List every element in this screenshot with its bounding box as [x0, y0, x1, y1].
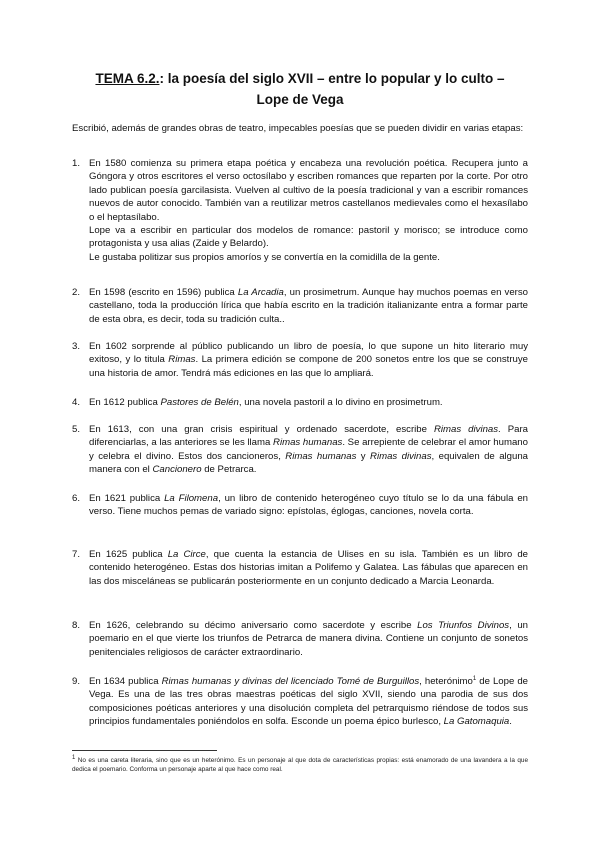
footnote-reference[interactable]: 1 — [472, 675, 477, 682]
item-text — [89, 675, 528, 729]
item-text — [89, 286, 528, 326]
work-title: Rimas — [168, 354, 196, 366]
text-run: , una novela pastoril a lo divino en prosimetrum. — [238, 397, 443, 408]
text-run: de Petrarca. — [201, 464, 257, 476]
intro-paragraph: Escribió, además de grandes obras de teatro, impecables poesías que se pueden dividir en varias etapas: — [72, 123, 524, 134]
text-run: En 1598 (escrito en 1596) publica — [89, 287, 238, 298]
title-label: TEMA 6.2. — [95, 71, 160, 86]
text-run: . Para diferenciarlas, a las anteriores se les llama — [89, 424, 528, 449]
list-item — [72, 340, 528, 380]
item-text — [89, 423, 528, 477]
work-title: La Circe — [167, 549, 206, 560]
item-number: 4. — [72, 397, 81, 408]
list-item — [72, 619, 528, 659]
item-text: Le gustaba politizar sus propios amoríos y se convertía en la comidilla de la gente. — [89, 251, 440, 263]
text-run: , un libro de contenido heterogéneo cuyo título se lo da una fábula en verso. Tiene muchos pemas de variado signo: epístolas, églogas, canciones, novela corta. — [89, 493, 528, 518]
text-run: En 1626, celebrando su décimo aniversario como sacerdote y escribe — [89, 620, 418, 631]
work-title: Rimas divinas — [370, 450, 432, 462]
text-run: , heterónimo — [419, 676, 473, 687]
work-title: La Gatomaquia — [443, 716, 510, 728]
work-title: Rimas divinas — [433, 424, 499, 435]
work-title: La Arcadia — [237, 287, 284, 298]
text-run: de Lope de Vega. Es una de las tres obras maestras poéticas del siglo XVII, siendo una parodia de sus dos composiciones poéticas anteriores y una disolución completa del petrarquismo riéndose de todos sus principios fundamentales poniéndolos en solfa. Esconde un poema épico burlesco, — [89, 676, 529, 728]
item-text: En 1580 comienza su primera etapa poética y encabeza una revolución poética. Recupera junto a Góngora y otros escritores el verso octosílabo y escriben romances que reparten por la corte. Por otro lado publican poesía garcilasista. Vuelven al cultivo de la poesía tradicional y van a escribir romances nuevos de autor conocido. También van a reutilizar metros castellanos medievales como el hexasílabo o el heptasílabo. — [89, 158, 528, 223]
text-run: . Se arrepiente de celebrar el amor humano y celebra el divino. Estos dos cancioneros, — [89, 437, 528, 462]
footnote — [72, 756, 528, 774]
work-title: Rimas humanas — [285, 450, 357, 462]
list-item — [72, 286, 528, 326]
item-text — [89, 548, 528, 588]
item-number: 9. — [72, 676, 81, 687]
title-subtitle: Lope de Vega — [256, 92, 344, 107]
page-title — [70, 68, 530, 110]
item-number: 5. — [72, 424, 81, 435]
text-run: . — [509, 716, 512, 728]
item-text — [89, 619, 528, 659]
work-title: Rimas humanas y divinas del licenciado Tomé de Burguillos — [161, 676, 420, 687]
text-run: , que cuenta la estancia de Ulises en su isla. También es un libro de contenido heterogéneo. Estas dos historias imitan a Polifemo y Galatea. Las fábulas que aparecen en las dos misceláneas se publicarán posteriormente en un conjunto dedicado a Marcia Leonarda. — [89, 549, 528, 587]
footnote-text: No es una careta literaria, sino que es un heterónimo. Es un personaje al que dota de características propias: está enamorado de una lavandera a la que dedica el poemario. Conforma un personaje aparte al que hace como real. — [72, 757, 529, 773]
list-item — [72, 548, 528, 588]
item-number: 2. — [72, 287, 81, 298]
list-item — [72, 675, 528, 729]
item-number: 6. — [72, 493, 81, 504]
item-text — [89, 340, 528, 380]
text-run: En 1625 publica — [89, 549, 168, 560]
work-title: Cancionero — [152, 464, 202, 476]
footnote-divider — [72, 750, 217, 751]
title-text: : la poesía del siglo XVII – entre lo popular y lo culto – — [159, 71, 505, 86]
item-text — [89, 492, 528, 519]
item-text — [89, 396, 528, 409]
item-number: 8. — [72, 620, 81, 631]
item-number: 3. — [72, 341, 81, 352]
item-text: Lope va a escribir en particular dos modelos de romance: pastoril y morisco; se introduce como protagonista y usa alias (Zaide y Belardo). — [89, 225, 528, 250]
list-item — [72, 492, 528, 519]
work-title: Pastores de Belén — [160, 397, 239, 408]
work-title: Los Triunfos Divinos — [417, 620, 510, 631]
list-item — [72, 396, 528, 409]
list-item — [72, 423, 528, 477]
work-title: La Filomena — [164, 493, 219, 504]
text-run: En 1621 publica — [89, 493, 165, 504]
text-run: En 1602 sorprende al público publicando un libro de poesía, lo que supone un hito literario muy exitoso, y lo titula — [89, 341, 528, 366]
list-item — [72, 157, 528, 264]
footnote-mark: 1 — [72, 754, 76, 761]
text-run: y — [356, 450, 371, 462]
text-run: , equivalen de alguna manera con el — [89, 450, 529, 476]
text-run: , un poemario en el que vierte los triunfos de Petrarca de manera divina. Contiene un conjunto de sonetos penitenciales religiosos de carácter extraordinario. — [89, 620, 528, 658]
text-run: En 1634 publica — [89, 676, 162, 687]
text-run: . La primera edición se compone de 200 sonetos entre los que se construye una historia de amor. Tendrá más ediciones en las que lo ampliará. — [89, 354, 528, 379]
text-run: En 1612 publica — [89, 397, 161, 408]
item-number: 1. — [72, 158, 81, 169]
item-number: 7. — [72, 549, 81, 560]
text-run: , un prosimetrum. Aunque hay muchos poemas en verso castellano, toda la producción lírica que había escrito en la tradición italianizante entra a formar parte de esta obra, es decir, toda su tradición culta.. — [89, 287, 528, 325]
work-title: Rimas humanas — [273, 437, 343, 449]
text-run: En 1613, con una gran crisis espiritual y ordenado sacerdote, escribe — [89, 424, 434, 435]
